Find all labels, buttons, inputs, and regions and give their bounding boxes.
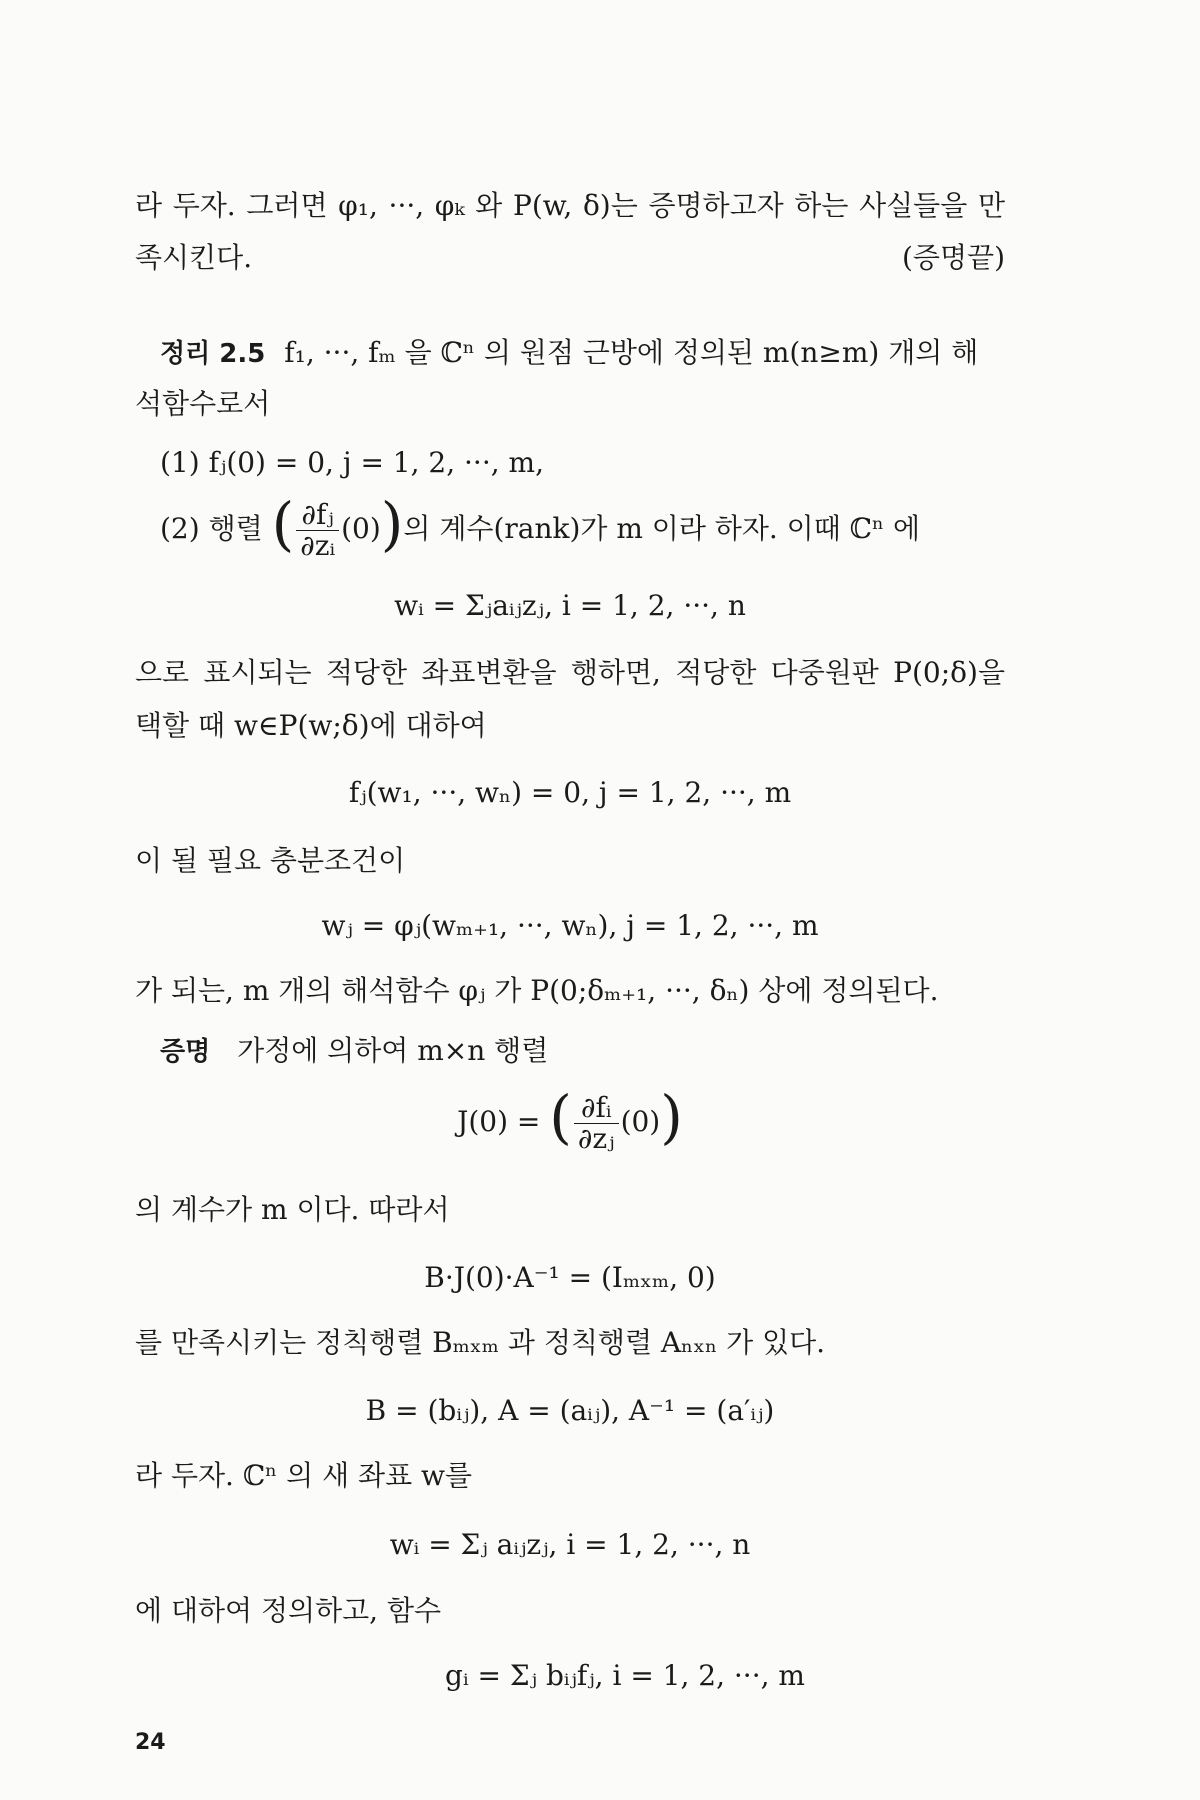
equation-jacobian (135, 1083, 1005, 1155)
text-line-22: 에 대하여 정의하고, 함수 (135, 1594, 442, 1627)
equation-new-coords: wᵢ = Σⱼ aᵢⱼzⱼ, i = 1, 2, ···, n (389, 1528, 751, 1561)
text-line-13: 가 되는, m 개의 해석함수 φⱼ 가 P(0;δₘ₊₁, ···, δₙ) 상에 정의된다. (135, 974, 939, 1007)
equation-gi: gᵢ = Σⱼ bᵢⱼfⱼ, i = 1, 2, ···, m (445, 1659, 805, 1692)
equation-coord-change: wᵢ = Σⱼaᵢⱼzⱼ, i = 1, 2, ···, n (394, 589, 746, 622)
theorem-statement: f₁, ···, fₘ 을 ℂⁿ 의 원점 근방에 정의된 m(n≥m) 개의 해 (284, 336, 979, 369)
right-paren: ) (660, 1083, 683, 1151)
eval-point: (0) (620, 1105, 661, 1138)
proof-end-mark: (증명끝) (902, 241, 1005, 274)
condition-1: (1) fⱼ(0) = 0, j = 1, 2, ···, m, (160, 446, 544, 479)
page-number: 24 (135, 1730, 166, 1755)
condition-2-text: 의 계수(rank)가 m 이라 하자. 이때 ℂⁿ 에 (403, 512, 921, 545)
theorem-line (160, 335, 1005, 372)
fraction-denominator: ∂zᵢ (300, 529, 336, 562)
text-line-16: 의 계수가 m 이다. 따라서 (135, 1193, 450, 1226)
text-line-4: 석함수로서 (135, 387, 271, 420)
proof-text: 가정에 의하여 m×n 행렬 (237, 1034, 549, 1067)
eval-point: (0) (341, 512, 381, 545)
text-line-8: 으로 표시되는 적당한 좌표변환을 행하면, 적당한 다중원판 P(0;δ)을 (135, 656, 1005, 689)
fraction-denominator: ∂zⱼ (577, 1122, 615, 1155)
fraction-numerator: ∂fᵢ (574, 1093, 619, 1124)
left-paren: ( (271, 490, 295, 558)
partial-fraction (574, 1093, 619, 1154)
proof-label: 증명 (160, 1037, 211, 1067)
theorem-label: 정리 2.5 (160, 339, 266, 369)
text-line-2: 족시킨다. (135, 241, 253, 274)
text-line-20: 라 두자. ℂⁿ 의 새 좌표 w를 (135, 1459, 473, 1492)
jacobian-lhs: J(0) = (457, 1105, 541, 1138)
equation-bja: B·J(0)·A⁻¹ = (Iₘₓₘ, 0) (424, 1261, 716, 1294)
condition-2 (160, 490, 1005, 562)
right-paren: ) (380, 490, 404, 558)
fraction-numerator: ∂fⱼ (296, 500, 339, 531)
equation-fj-zero: fⱼ(w₁, ···, wₙ) = 0, j = 1, 2, ···, m (348, 776, 792, 809)
equation-matrices: B = (bᵢⱼ), A = (aᵢⱼ), A⁻¹ = (a′ᵢⱼ) (365, 1394, 775, 1427)
text-line-11: 이 될 필요 충분조건이 (135, 844, 406, 877)
condition-2-label: (2) 행렬 (160, 512, 263, 545)
text-line-1: 라 두자. 그러면 φ₁, ···, φₖ 와 P(w, δ)는 증명하고자 하는 사실들을 만 (135, 189, 1005, 222)
equation-wj-phi: wⱼ = φⱼ(wₘ₊₁, ···, wₙ), j = 1, 2, ···, m (321, 909, 819, 942)
left-paren: ( (549, 1083, 572, 1151)
text-line-9: 택할 때 w∈P(w;δ)에 대하여 (135, 709, 487, 742)
text-line-18: 를 만족시키는 정칙행렬 Bₘₓₘ 과 정칙행렬 Aₙₓₙ 가 있다. (135, 1326, 826, 1359)
proof-line (160, 1033, 1005, 1070)
partial-fraction (296, 500, 339, 561)
